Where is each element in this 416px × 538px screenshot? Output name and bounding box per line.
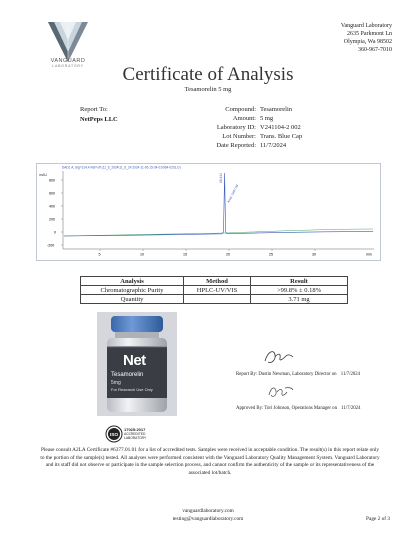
chrom-peak-area: Area: 3407.09 [226,183,240,204]
results-header: Analysis [81,277,184,286]
approved-by-line [236,406,360,411]
results-cell: >99.8% ± 0.18% [251,286,348,295]
info-value: 5 mg [260,115,274,122]
report-to-label: Report To: [80,106,108,113]
results-header: Result [251,277,348,286]
vial-cap [111,316,163,332]
info-key: Amount: [232,115,256,122]
chrom-x-unit: min [366,252,372,257]
info-row-compound [190,106,340,115]
info-row-lot-number [190,133,340,142]
signature-dustin-newman [262,347,296,367]
iso-mark-text: ISO [109,432,119,438]
iso-laboratory: LABORATORY [124,436,147,440]
logo-subline: LABORATORY [52,64,84,68]
results-cell: HPLC-UV/VIS [184,286,251,295]
chrom-y-tick-label: 400 [49,204,55,209]
info-value: 11/7/2024 [260,142,287,149]
disclaimer-text: Please consult A2LA Certificate #6377.01.01 for a list of accredited tests. Samples were received in acceptable condition. The result(s) in this report relate only to the portion of the sample(s) tested. All analyses were performed consistent with the Vanguard Laboratory Quality Management System. Vanguard Laboratory and its staff did not observe or participate in the sample selection process, and cannot confirm the authenticity of the sample or its representativeness of the associated lot/batch. [40,447,380,476]
iso-accredited: ACCREDITED [124,432,146,436]
chrom-y-tick-label: 200 [49,217,55,222]
results-header-row [81,277,348,286]
report-by-date: 11/7/2024 [340,372,361,377]
chrom-y-tick-label: 600 [49,191,55,196]
info-key: Lot Number: [222,133,256,140]
vial-dose: 5mg [111,380,121,386]
report-to-client: NetPeps LLC [80,116,118,123]
info-key: Date Reported: [216,142,256,149]
info-row-laboratory-id [190,124,340,133]
results-cell: 3.71 mg [251,295,348,304]
table-row [81,295,348,304]
results-header: Method [184,277,251,286]
chrom-x-tick-label: 25 [269,252,273,257]
info-key: Laboratory ID: [216,124,256,131]
page-title: Certificate of Analysis [122,64,294,85]
footer-email: testing@vanguardlaboratory.com [172,516,244,522]
vial-product: Tesamorelin [111,372,144,378]
footer-website: vanguardlaboratory.com [182,508,234,514]
chrom-y-tick-label: -200 [47,243,55,248]
page-number: Page 2 of 3 [366,516,390,522]
vial-photo [97,312,177,416]
chrom-x-tick-label: 10 [140,252,144,257]
lab-street: 2635 Parkmont Ln [347,31,392,37]
page-subtitle: Tesamorelin 5 mg [184,86,232,93]
info-key: Compound: [225,106,256,113]
chrom-y-tick-label: 800 [49,178,55,183]
lab-address [341,22,392,54]
lab-phone: 360-967-7010 [358,47,392,53]
chrom-trace-label: DAD1 A, Sig=214,4 Ref=off (11_6_2024\11_6_24 2024-11-06 15-34-01\064-0201.D) [62,165,181,170]
results-cell [184,295,251,304]
results-cell: Quantity [81,295,184,304]
vial-note: For Research Use Only [111,387,153,392]
approved-by-date: 11/7/2024 [341,406,361,411]
report-by-text: Report By: Dustin Newman, Laboratory Director on [236,372,337,377]
logo-wordmark: VANGUARD [50,58,86,64]
chrom-y-unit: mAU [39,173,47,177]
iso-standard: 17025:2017 [124,427,146,432]
vial-brand: Net [123,352,146,369]
report-by-line [236,372,360,377]
info-row-amount [190,115,340,124]
info-value: Tesamorelin [260,106,293,113]
chrom-y-tick-label: 0 [54,230,56,235]
chrom-x-tick-label: 30 [312,252,316,257]
lab-city: Olympia, Wa 98502 [343,39,392,45]
chrom-x-tick-label: 5 [98,252,101,257]
info-row-date-reported [190,142,340,151]
chromatogram [36,163,381,261]
chrom-peak-time: 18.444 [219,173,223,183]
results-table [80,276,348,304]
approved-by-text: Approved By: Tori Johnson, Operations Manager on [236,406,337,411]
results-cell: Chromatographic Purity [81,286,184,295]
info-value: V241104-2 002 [260,124,301,131]
chrom-x-tick-label: 15 [183,252,187,257]
chrom-x-tick-label: 20 [226,252,230,257]
table-row [81,286,348,295]
lab-name: Vanguard Laboratory [340,23,392,29]
signature-tori-johnson [265,383,295,401]
info-value: Trans. Blue Cap [260,133,303,140]
